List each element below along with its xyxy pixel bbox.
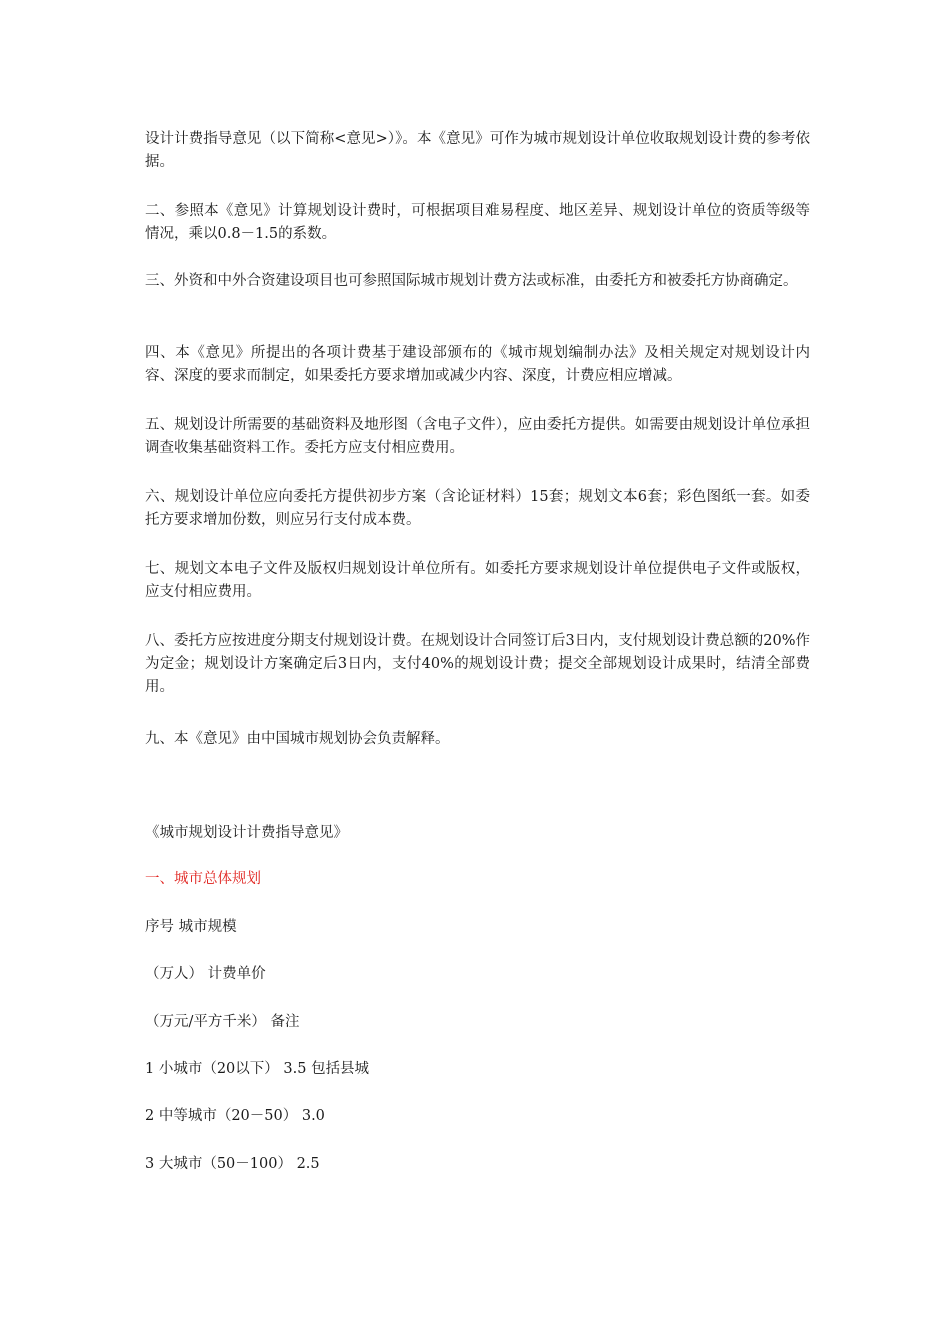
paragraph-item-3: 三、外资和中外合资建设项目也可参照国际城市规划计费方法或标准，由委托方和被委托方协商确定。 (145, 273, 798, 289)
paragraph-item-7: 七、规划文本电子文件及版权归规划设计单位所有。如委托方要求规划设计单位提供电子文件或版权，应支付相应费用。 (145, 561, 810, 600)
paragraph-item-8: 八、委托方应按进度分期支付规划设计费。在规划设计合同签订后3日内，支付规划设计费总额的20%作为定金；规划设计方案确定后3日内，支付40%的规划设计费；提交全部规划设计成果时，结清全部费用。 (145, 633, 810, 695)
table-line-header-3: （万元/平方千米） 备注 (145, 1014, 300, 1030)
paragraph-item-4: 四、本《意见》所提出的各项计费基于建设部颁布的《城市规划编制办法》及相关规定对规划设计内容、深度的要求而制定，如果委托方要求增加或减少内容、深度，计费应相应增减。 (145, 345, 810, 384)
paragraph-item-5: 五、规划设计所需要的基础资料及地形图（含电子文件），应由委托方提供。如需要由规划设计单位承担调查收集基础资料工作。委托方应支付相应费用。 (145, 417, 810, 456)
paragraph-item-6: 六、规划设计单位应向委托方提供初步方案（含论证材料）15套；规划文本6套；彩色图纸一套。如委托方要求增加份数，则应另行支付成本费。 (145, 489, 810, 528)
table-row-2: 2 中等城市（20－50） 3.0 (145, 1108, 325, 1124)
section-heading: 一、城市总体规划 (145, 871, 261, 887)
paragraph-item-2: 二、参照本《意见》计算规划设计费时，可根据项目难易程度、地区差异、规划设计单位的资质等级等情况，乘以0.8－1.5的系数。 (145, 203, 810, 242)
document-title: 《城市规划设计计费指导意见》 (145, 825, 348, 841)
table-line-header-1: 序号 城市规模 (145, 919, 237, 935)
table-row-1: 1 小城市（20以下） 3.5 包括县城 (145, 1061, 370, 1077)
table-row-3: 3 大城市（50－100） 2.5 (145, 1156, 320, 1172)
paragraph-intro: 设计计费指导意见（以下简称<意见>）》。本《意见》可作为城市规划设计单位收取规划设计费的参考依据。 (145, 131, 810, 170)
table-line-header-2: （万人） 计费单价 (145, 966, 266, 982)
paragraph-item-9: 九、本《意见》由中国城市规划协会负责解释。 (145, 731, 450, 747)
